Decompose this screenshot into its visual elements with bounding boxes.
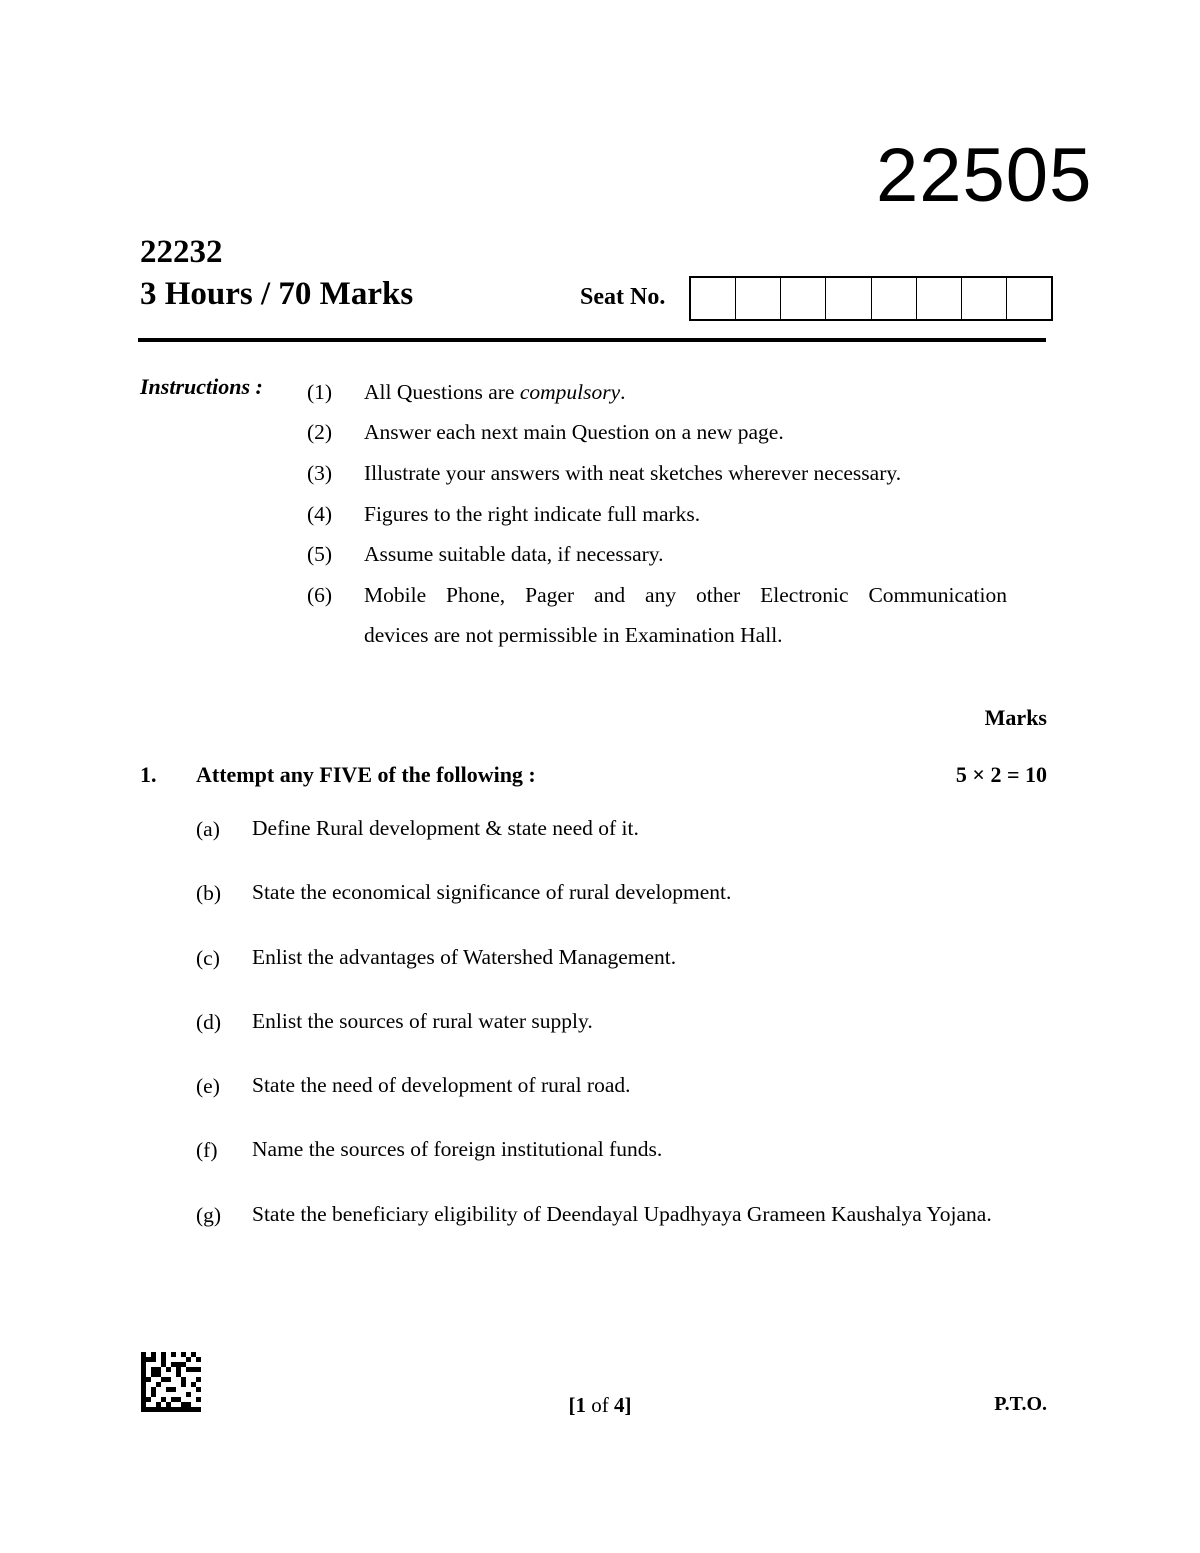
sub-question-letter: (d) [196, 1009, 222, 1034]
seat-box [871, 278, 916, 319]
sub-question-letter: (e) [196, 1074, 220, 1099]
seat-box [825, 278, 870, 319]
sub-question-letter: (a) [196, 817, 220, 841]
seat-box [780, 278, 825, 319]
instruction-number: (2) [307, 420, 333, 445]
sub-question [196, 1005, 1006, 1069]
sub-question [196, 1198, 1006, 1262]
seat-number-label: Seat No. [580, 284, 666, 310]
seat-box [916, 278, 961, 319]
instruction-text: Mobile Phone, Pager and any other Electronic Communication [364, 582, 1007, 607]
instruction-item [307, 494, 1007, 535]
instruction-number: (3) [307, 460, 333, 485]
instruction-number: (1) [307, 379, 333, 404]
sub-question [196, 1069, 1006, 1133]
sub-question-text: Define Rural development & state need of it. [252, 816, 639, 840]
instruction-item [307, 453, 1007, 494]
instruction-text: Illustrate your answers with neat sketches wherever necessary. [364, 460, 902, 485]
sub-question-text: Enlist the sources of rural water supply. [252, 1008, 593, 1033]
seat-box [961, 278, 1006, 319]
instruction-text: devices are not permissible in Examination Hall. [364, 623, 783, 648]
sub-question-list [196, 812, 1006, 1262]
header-divider [138, 338, 1046, 342]
instruction-text: Answer each next main Question on a new page. [364, 420, 784, 445]
instruction-text: Figures to the right indicate full marks. [364, 501, 701, 526]
sub-question-text: Enlist the advantages of Watershed Management. [252, 944, 677, 969]
instructions-label: Instructions : [140, 374, 263, 399]
question-number: 1. [140, 762, 157, 787]
instruction-number: (5) [307, 542, 333, 567]
sub-question [196, 876, 1006, 940]
instructions-list [307, 372, 1007, 656]
sub-question-letter: (f) [196, 1138, 218, 1163]
sub-question-letter: (b) [196, 881, 222, 906]
question-title: Attempt any FIVE of the following : [196, 762, 536, 787]
page-number: [1 of 4] [568, 1393, 632, 1417]
instruction-item [307, 534, 1007, 575]
sub-question-text: Name the sources of foreign institutional funds. [252, 1137, 663, 1162]
exam-code-large: 22505 [876, 133, 1093, 218]
instruction-text: All Questions are compulsory. [364, 379, 626, 404]
seat-box [735, 278, 780, 319]
instruction-number: (6) [307, 582, 333, 607]
marks-heading: Marks [984, 705, 1047, 730]
sub-question-text: State the need of development of rural road. [252, 1073, 631, 1098]
sub-question-text: State the beneficiary eligibility of Deendayal Upadhyaya Grameen Kaushalya Yojana. [252, 1201, 992, 1226]
sub-question-letter: (g) [196, 1202, 222, 1227]
instruction-emphasis: compulsory [519, 379, 621, 404]
seat-box [1006, 278, 1051, 319]
instruction-item [307, 413, 1007, 454]
seat-box [691, 278, 735, 319]
paper-code: 22232 [140, 234, 223, 270]
sub-question [196, 1133, 1006, 1197]
instruction-number: (4) [307, 501, 333, 526]
duration-marks: 3 Hours / 70 Marks [140, 276, 414, 312]
sub-question [196, 941, 1006, 1005]
instruction-item [307, 372, 1007, 413]
sub-question [196, 812, 1006, 876]
instruction-item [307, 575, 1007, 616]
sub-question-letter: (c) [196, 945, 220, 970]
instruction-text: Assume suitable data, if necessary. [364, 542, 664, 567]
question-marks: 5 × 2 = 10 [955, 762, 1047, 787]
sub-question-text: State the economical significance of rural development. [252, 880, 732, 905]
seat-number-boxes [689, 276, 1053, 321]
pto-label: P.T.O. [994, 1393, 1047, 1415]
instruction-continuation [307, 616, 1007, 657]
